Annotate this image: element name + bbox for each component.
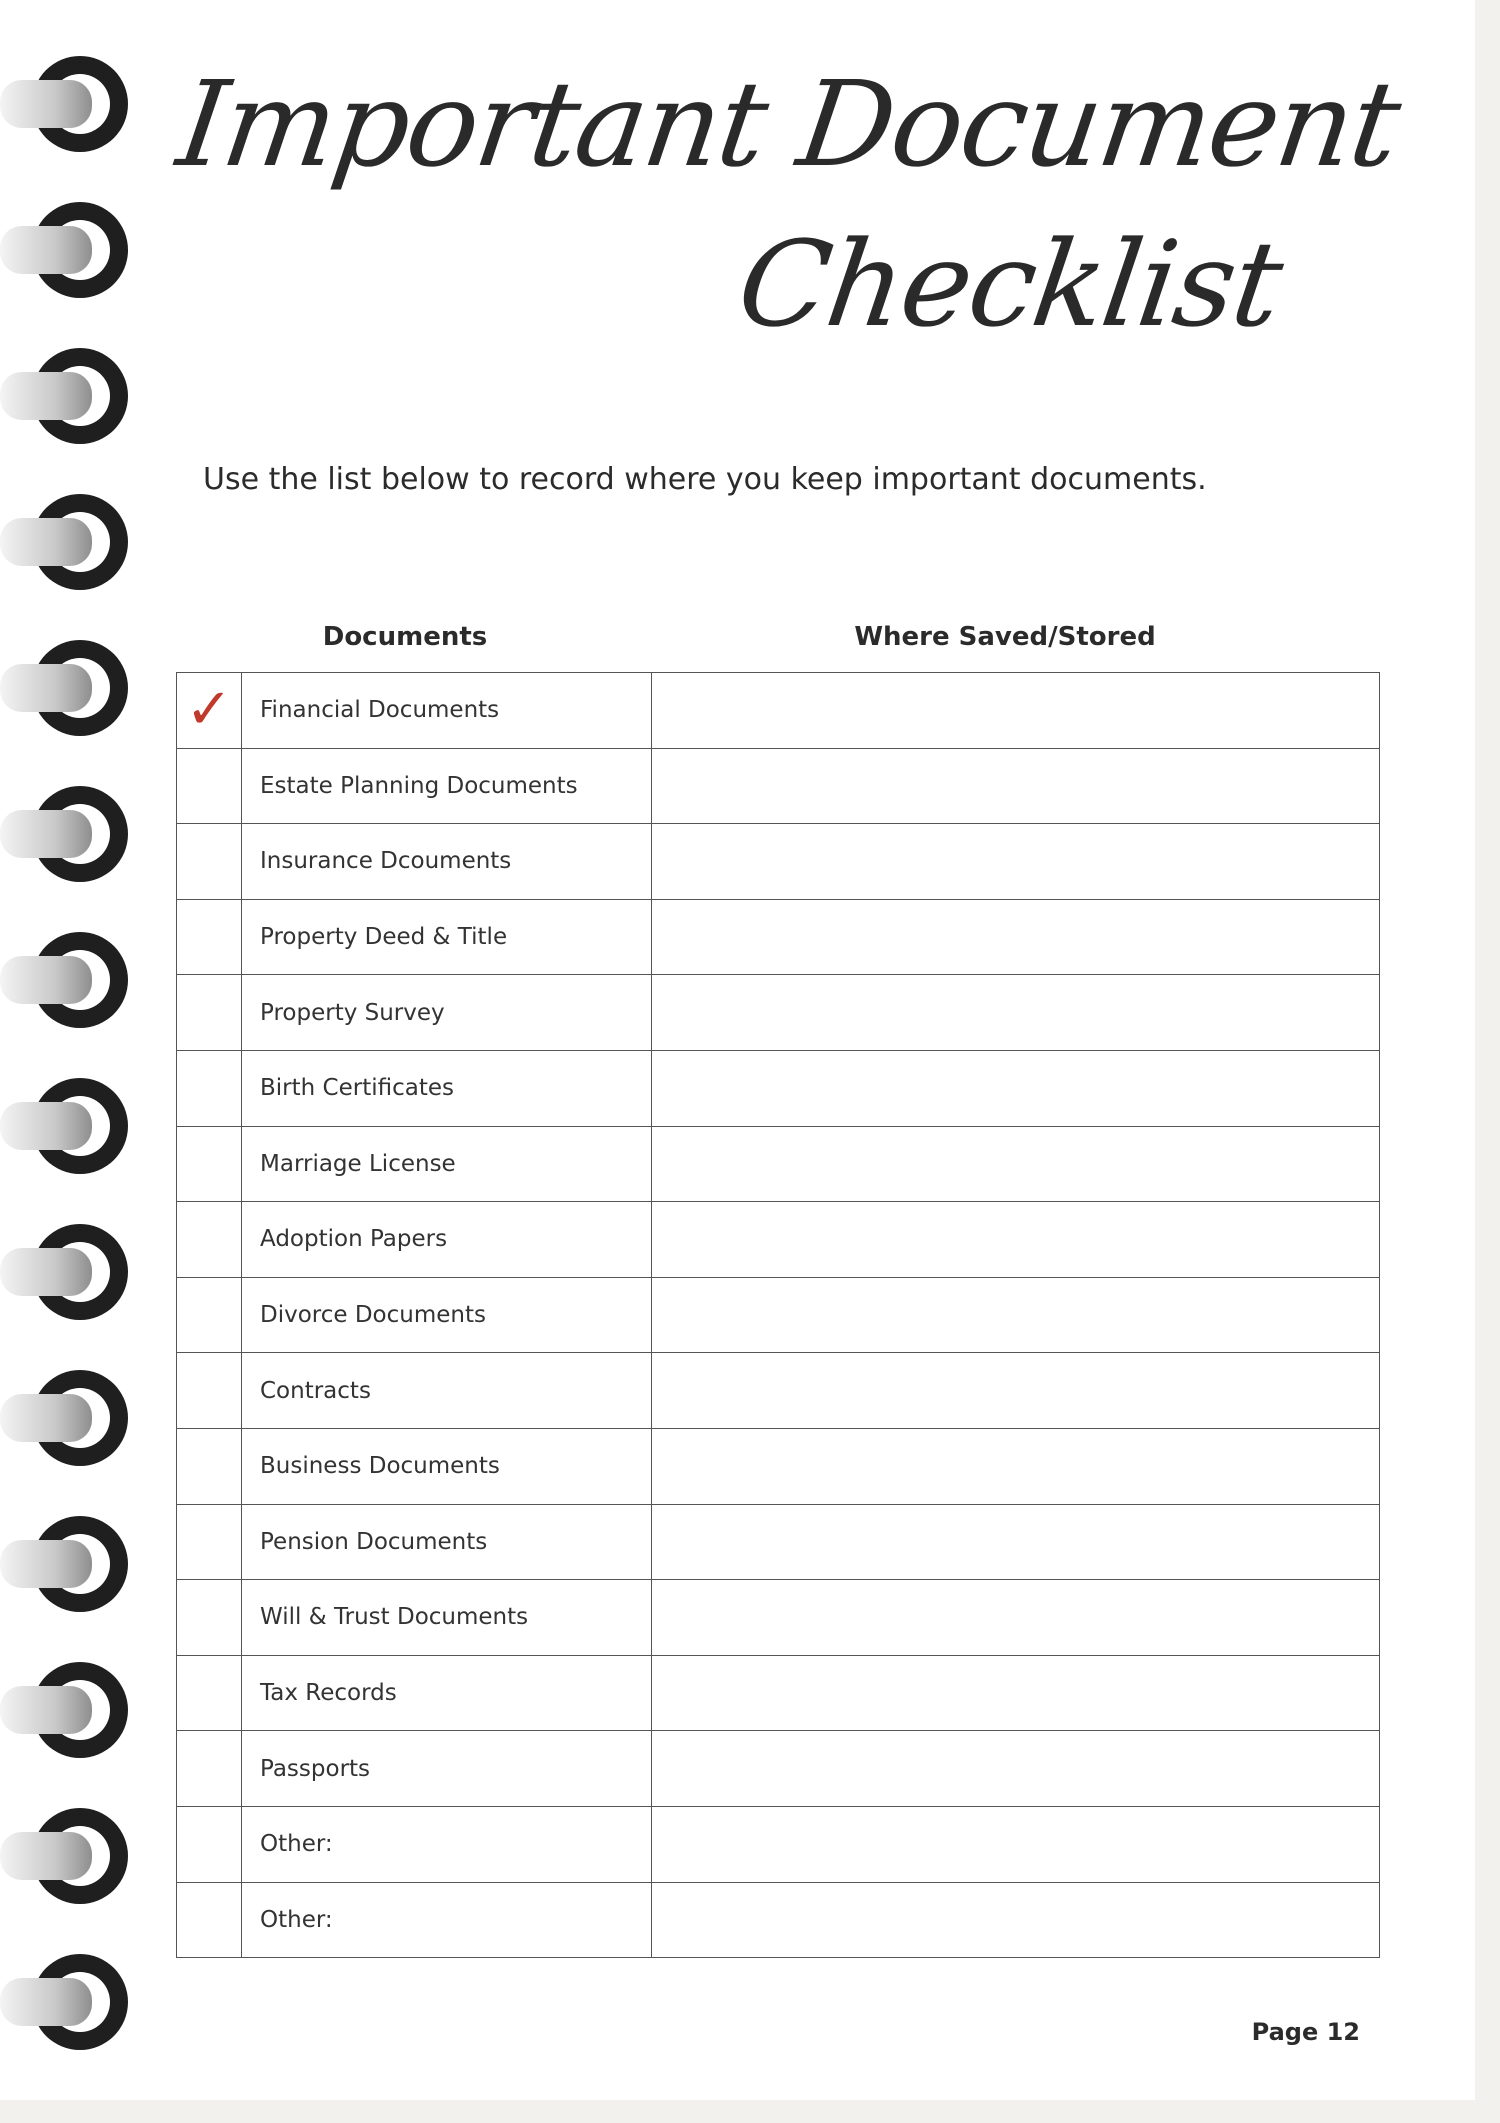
spiral-ring [0,786,128,882]
document-name-cell: Passports [242,1731,652,1807]
spiral-ring [0,1224,128,1320]
checkbox-cell[interactable] [177,1731,242,1807]
where-stored-cell[interactable] [652,1655,1380,1731]
table-row [177,1731,1380,1807]
document-name-cell: Estate Planning Documents [242,748,652,824]
document-name-cell: Other: [242,1882,652,1958]
spiral-binding [0,0,140,2100]
checkbox-cell[interactable] [177,824,242,900]
spiral-ring [0,56,128,152]
table-row [177,1504,1380,1580]
checkbox-cell[interactable] [177,1882,242,1958]
where-stored-column-header: Where Saved/Stored [854,622,1156,652]
spiral-ring [0,1516,128,1612]
where-stored-cell[interactable] [652,1580,1380,1656]
checkbox-cell[interactable] [177,1504,242,1580]
table-row [177,1882,1380,1958]
spiral-ring [0,202,128,298]
table-row [177,1126,1380,1202]
spiral-ring [0,1078,128,1174]
table-row [177,1580,1380,1656]
page-title-line-2: Checklist [730,215,1289,353]
spiral-ring [0,932,128,1028]
where-stored-cell[interactable] [652,1504,1380,1580]
spiral-ring [0,640,128,736]
document-name-cell: Other: [242,1806,652,1882]
checkbox-cell[interactable] [177,673,242,749]
table-row [177,1428,1380,1504]
where-stored-cell[interactable] [652,748,1380,824]
where-stored-cell[interactable] [652,1126,1380,1202]
document-name-cell: Business Documents [242,1428,652,1504]
document-name-cell: Contracts [242,1353,652,1429]
document-name-cell: Divorce Documents [242,1277,652,1353]
table-row [177,748,1380,824]
checkbox-cell[interactable] [177,975,242,1051]
where-stored-cell[interactable] [652,1731,1380,1807]
document-checklist-table [176,672,1380,1958]
document-name-cell: Tax Records [242,1655,652,1731]
document-name-cell: Marriage License [242,1126,652,1202]
where-stored-cell[interactable] [652,975,1380,1051]
where-stored-cell[interactable] [652,1882,1380,1958]
page-number: Page 12 [1251,2018,1360,2046]
where-stored-cell[interactable] [652,1353,1380,1429]
spiral-ring [0,348,128,444]
checkmark-icon: ✓ [185,677,233,743]
document-name-cell: Adoption Papers [242,1202,652,1278]
where-stored-cell[interactable] [652,1202,1380,1278]
checkbox-cell[interactable] [177,1580,242,1656]
spiral-ring [0,1662,128,1758]
checkbox-cell[interactable] [177,899,242,975]
checkbox-cell[interactable] [177,1806,242,1882]
document-name-cell: Pension Documents [242,1504,652,1580]
spiral-ring [0,1808,128,1904]
checkbox-cell[interactable] [177,1655,242,1731]
page-title-line-1: Important Document [170,55,1407,193]
table-row [177,824,1380,900]
where-stored-cell[interactable] [652,1277,1380,1353]
where-stored-cell[interactable] [652,1806,1380,1882]
table-row [177,1202,1380,1278]
documents-column-header: Documents [322,622,488,652]
table-row [177,1806,1380,1882]
document-name-cell: Property Deed & Title [242,899,652,975]
document-name-cell: Birth Certificates [242,1050,652,1126]
table-row [177,673,1380,749]
document-name-cell: Property Survey [242,975,652,1051]
where-stored-cell[interactable] [652,1050,1380,1126]
document-name-cell: Financial Documents [242,673,652,749]
table-row [177,975,1380,1051]
table-row [177,1655,1380,1731]
spiral-ring [0,1954,128,2050]
table-row [177,899,1380,975]
where-stored-cell[interactable] [652,1428,1380,1504]
spiral-ring [0,494,128,590]
where-stored-cell[interactable] [652,824,1380,900]
checkbox-cell[interactable] [177,1202,242,1278]
checkbox-cell[interactable] [177,1353,242,1429]
spiral-ring [0,1370,128,1466]
table-row [177,1050,1380,1126]
document-name-cell: Will & Trust Documents [242,1580,652,1656]
intro-text: Use the list below to record where you keep important documents. [203,462,1207,497]
checkbox-cell[interactable] [177,1050,242,1126]
document-name-cell: Insurance Dcouments [242,824,652,900]
checkbox-cell[interactable] [177,1126,242,1202]
checkbox-cell[interactable] [177,1277,242,1353]
table-row [177,1353,1380,1429]
checkbox-cell[interactable] [177,1428,242,1504]
where-stored-cell[interactable] [652,899,1380,975]
table-row [177,1277,1380,1353]
checkbox-cell[interactable] [177,748,242,824]
where-stored-cell[interactable] [652,673,1380,749]
